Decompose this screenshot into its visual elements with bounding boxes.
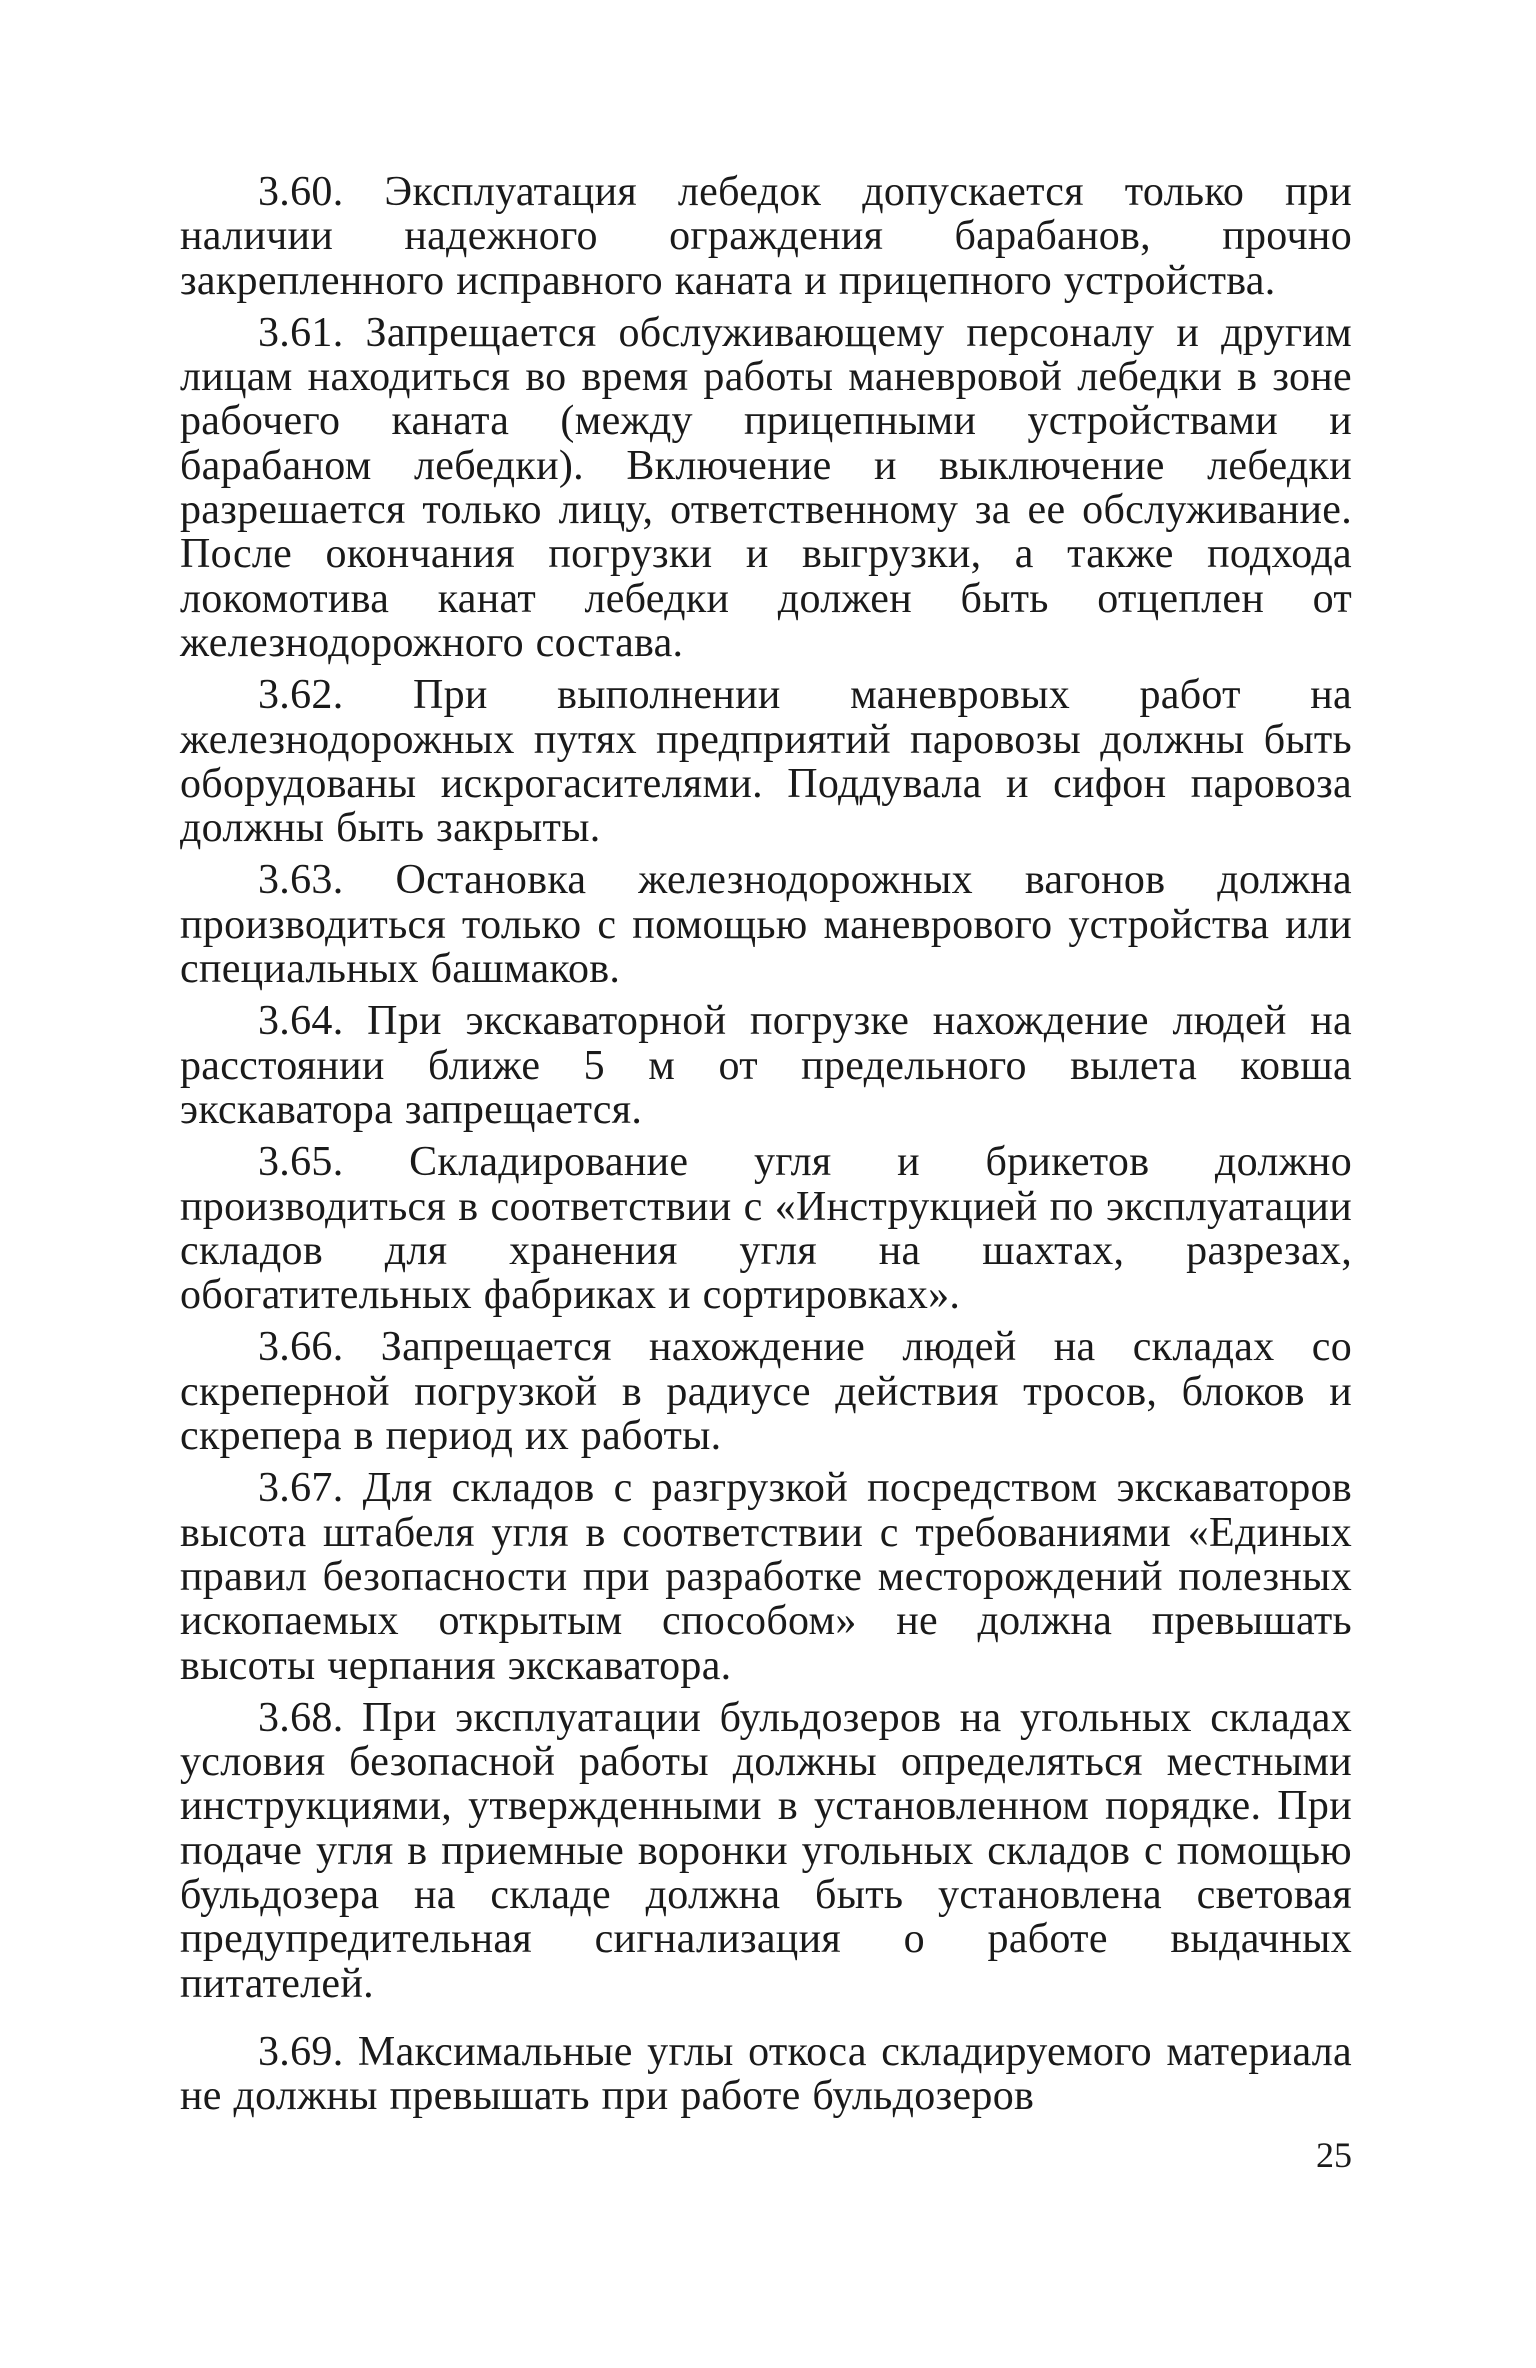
- paragraph-3-68: 3.68. При эксплуатации бульдозеров на угольных складах условия безопасной работы должны определяться местными инструкциями, утвержденными в установленном порядке. При подаче угля в приемные воронки угольных складов с помощью бульдозера на складе должна быть установлена световая предупредительная сигнализация о работе выдачных питателей.: [180, 1694, 1352, 2007]
- paragraph-3-61: 3.61. Запрещается обслуживающему персоналу и другим лицам находиться во время работы маневровой лебедки в зоне рабочего каната (между прицепными устройствами и барабаном лебедки). Включение и выключение лебедки разрешается только лицу, ответственному за ее обслуживание. После окончания погрузки и выгрузки, а также подхода локомотива канат лебедки должен быть отцеплен от железнодорожного состава.: [180, 309, 1352, 666]
- paragraph-3-65: 3.65. Складирование угля и брикетов должно производиться в соответствии с «Инструкцией по эксплуатации складов для хранения угля на шахтах, разрезах, обогатительных фабриках и сортировках».: [180, 1139, 1352, 1319]
- paragraph-3-62: 3.62. При выполнении маневровых работ на железнодорожных путях предприятий паровозы должны быть оборудованы искрогасителями. Поддувала и сифон паровоза должны быть закрыты.: [180, 672, 1352, 852]
- paragraph-3-64: 3.64. При экскаваторной погрузке нахождение людей на расстоянии ближе 5 м от предельного вылета ковша экскаватора запрещается.: [180, 998, 1352, 1133]
- paragraph-3-69: 3.69. Максимальные углы откоса складируемого материала не должны превышать при работе бульдозеров: [180, 2028, 1352, 2120]
- paragraph-3-67: 3.67. Для складов с разгрузкой посредством экскаваторов высота штабеля угля в соответствии с требованиями «Единых правил безопасности при разработке месторождений полезных ископаемых открытым способом» не должна превышать высоты черпания экскаватора.: [180, 1465, 1352, 1689]
- page-number: 25: [1316, 2135, 1352, 2175]
- paragraph-3-63: 3.63. Остановка железнодорожных вагонов должна производиться только с помощью маневрового устройства или специальных башмаков.: [180, 857, 1352, 993]
- paragraph-3-60: 3.60. Эксплуатация лебедок допускается только при наличии надежного ограждения барабанов, прочно закрепленного исправного каната и прицепного устройства.: [180, 169, 1352, 304]
- book-page: [180, 170, 1352, 2320]
- paragraph-3-66: 3.66. Запрещается нахождение людей на складах со скреперной погрузкой в радиусе действия тросов, блоков и скрепера в период их работы.: [180, 1324, 1352, 1460]
